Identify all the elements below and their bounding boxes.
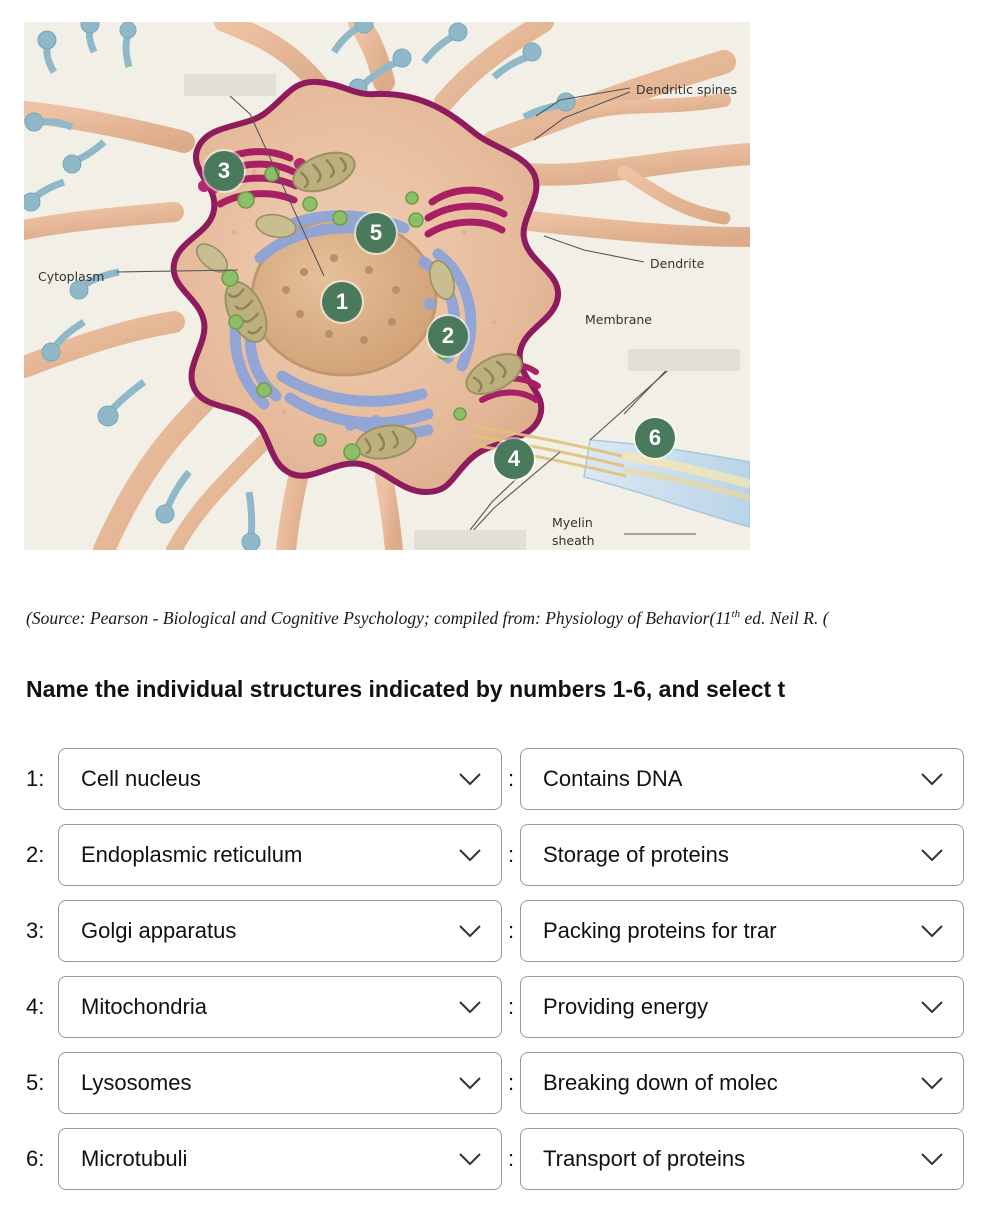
- structure-select-3[interactable]: [58, 900, 502, 962]
- figure-blank-box-1: [184, 74, 276, 96]
- row-label-3: 3:: [26, 918, 45, 943]
- function-select-2-value: Storage of proteins: [543, 842, 729, 867]
- structure-select-1-value: Cell nucleus: [81, 766, 201, 791]
- source-prefix: (Source: Pearson - Biological and Cognitive Psychology; compiled from: Physiology of Behavior(11: [26, 608, 732, 628]
- function-select-6-value: Transport of proteins: [543, 1146, 746, 1171]
- row-label-4: 4:: [26, 994, 45, 1019]
- structure-select-6[interactable]: [58, 1128, 502, 1190]
- function-select-3-value: Packing proteins for trar: [543, 918, 777, 943]
- structure-select-5[interactable]: [58, 1052, 502, 1114]
- function-select-2[interactable]: [520, 824, 964, 886]
- answer-row-5: [24, 1052, 998, 1114]
- structure-select-1[interactable]: [58, 748, 502, 810]
- structure-select-2-value: Endoplasmic reticulum: [81, 842, 303, 867]
- structure-select-5-value: Lysosomes: [81, 1070, 192, 1095]
- row-label-1: 1:: [26, 766, 45, 791]
- answer-row-4: [24, 976, 998, 1038]
- function-select-1-value: Contains DNA: [543, 766, 683, 791]
- figure-number-badge-3: 3: [204, 151, 244, 191]
- function-select-6[interactable]: [520, 1128, 964, 1190]
- answer-row-1: [24, 748, 998, 810]
- function-select-1[interactable]: [520, 748, 964, 810]
- figure-number-badge-5: 5: [356, 213, 396, 253]
- figure-label-dendrite: Dendrite: [650, 256, 705, 271]
- figure-label-dendritic-spines: Dendritic spines: [636, 82, 738, 97]
- row-label-6: 6:: [26, 1146, 45, 1171]
- source-suffix: ed. Neil R. (: [740, 608, 829, 628]
- source-superscript: th: [731, 608, 741, 621]
- structure-select-4-value: Mitochondria: [81, 994, 207, 1019]
- function-select-5-value: Breaking down of molec: [543, 1070, 778, 1095]
- question-text: Name the individual structures indicated by numbers 1-6, and select t: [26, 676, 786, 702]
- function-select-4-value: Providing energy: [543, 994, 709, 1019]
- row-label-2: 2:: [26, 842, 45, 867]
- structure-select-3-value: Golgi apparatus: [81, 918, 237, 943]
- row-separator-6: :: [507, 1146, 515, 1171]
- answer-row-3: [24, 900, 998, 962]
- function-select-5[interactable]: [520, 1052, 964, 1114]
- row-separator-1: :: [507, 766, 515, 791]
- row-label-5: 5:: [26, 1070, 45, 1095]
- figure-label-membrane: Membrane: [585, 312, 652, 327]
- answer-row-2: [24, 824, 998, 886]
- figure-number-badge-2: 2: [428, 316, 468, 356]
- neuron-diagram-svg: [24, 22, 750, 550]
- answer-row-6: [24, 1128, 998, 1190]
- row-separator-4: :: [507, 994, 515, 1019]
- figure-number-badge-6: 6: [635, 418, 675, 458]
- figure-number-badge-4: 4: [494, 439, 534, 479]
- figure-label-myelin: Myelin: [552, 515, 593, 530]
- answer-rows: [24, 748, 998, 1204]
- figure-label-sheath: sheath: [552, 533, 595, 548]
- figure-source-caption: [26, 608, 998, 629]
- structure-select-4[interactable]: [58, 976, 502, 1038]
- figure-number-badge-1: 1: [322, 282, 362, 322]
- neuron-diagram-figure: [24, 22, 750, 550]
- function-select-3[interactable]: [520, 900, 964, 962]
- function-select-4[interactable]: [520, 976, 964, 1038]
- figure-blank-box-3: [414, 530, 526, 550]
- row-separator-3: :: [507, 918, 515, 943]
- figure-blank-box-2: [628, 349, 740, 371]
- figure-label-cytoplasm: Cytoplasm: [38, 269, 105, 284]
- structure-select-6-value: Microtubuli: [81, 1146, 188, 1171]
- row-separator-5: :: [507, 1070, 515, 1095]
- structure-select-2[interactable]: [58, 824, 502, 886]
- row-separator-2: :: [507, 842, 515, 867]
